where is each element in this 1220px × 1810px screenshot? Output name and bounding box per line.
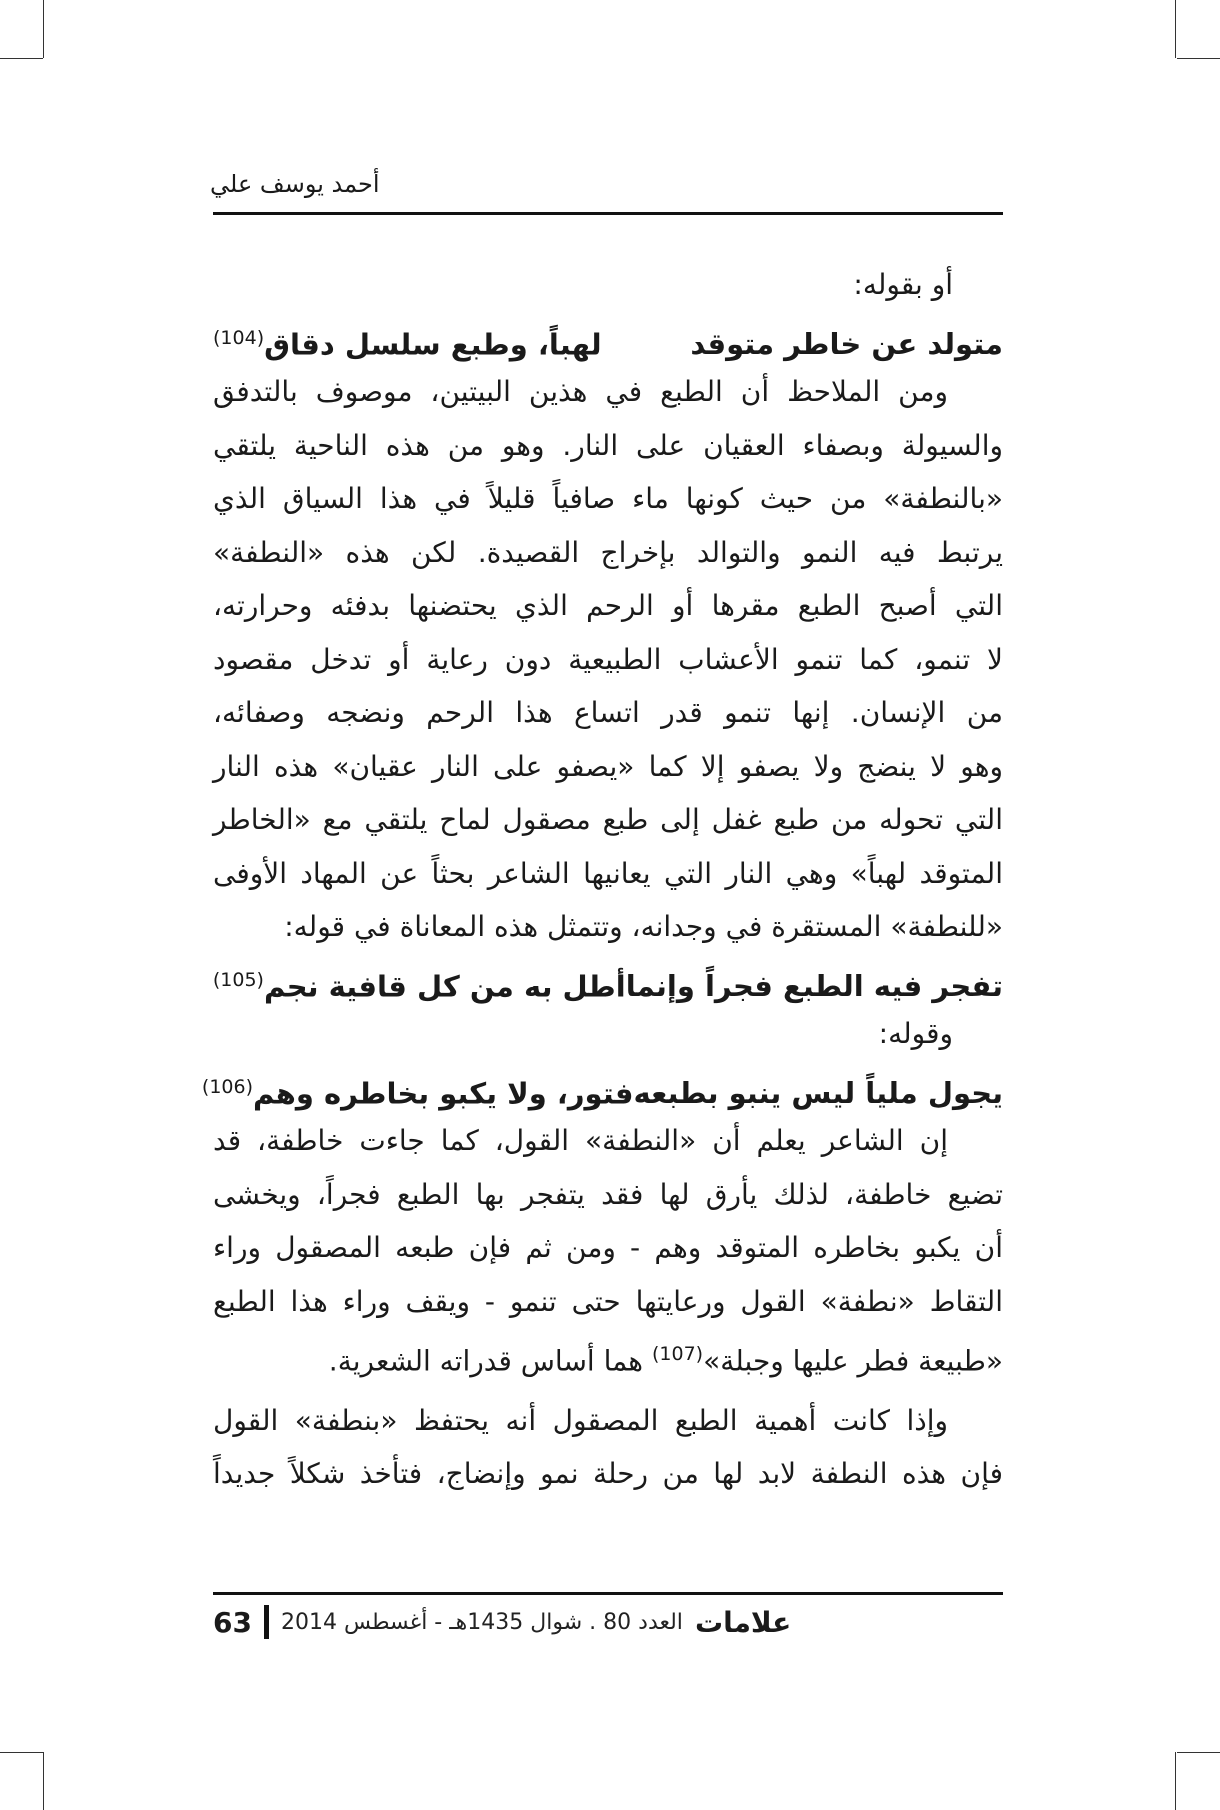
para2-line: أن يكبو بخاطره المتوقد وهم - ومن ثم فإن طبعه المصقول وراء bbox=[213, 1231, 1003, 1264]
crop-mark-bottom-left-v bbox=[43, 1752, 44, 1810]
para2-line: تضيع خاطفة، لذلك يأرق لها فقد يتفجر بها الطبع فجراً، ويخشى bbox=[213, 1177, 1003, 1211]
verse-2-second-hemistich: أطل به من كل قافية نجم$^{(105)}$ bbox=[212, 968, 626, 1004]
crop-mark-top-right-h bbox=[1177, 58, 1220, 59]
verse-2 bbox=[213, 954, 1003, 1008]
footnote-ref-106: (106) bbox=[201, 1075, 254, 1098]
running-header-author: أحمد يوسف علي bbox=[210, 170, 380, 198]
crop-mark-top-right-v bbox=[1175, 0, 1176, 58]
page-footer bbox=[213, 1602, 1003, 1642]
verse-3-second-hemistich: فتور، ولا يكبو بخاطره وهم$^{(106)}$ bbox=[201, 1075, 634, 1111]
footnote-ref-105: (105) bbox=[212, 968, 264, 991]
para1-line: التي تحوله من طبع غفل إلى طبع مصقول لماح يلتقي مع «الخاطر bbox=[213, 803, 1003, 836]
verse-1 bbox=[213, 312, 1003, 366]
crop-mark-bottom-right-h bbox=[1177, 1752, 1220, 1753]
crop-mark-top-left-v bbox=[43, 0, 44, 58]
para1-line: ومن الملاحظ أن الطبع في هذين البيتين، موصوف بالتدفق bbox=[213, 375, 948, 408]
para2-line: إن الشاعر يعلم أن «النطفة» القول، كما جاءت خاطفة، قد bbox=[213, 1124, 948, 1157]
issue-info: العدد 80 . شوال 1435هـ - أغسطس 2014 bbox=[280, 1609, 683, 1635]
header-rule bbox=[213, 212, 1003, 215]
page-number: 63 bbox=[213, 1605, 252, 1639]
verse-3 bbox=[201, 1061, 1003, 1115]
para1-line: يرتبط فيه النمو والتوالد بإخراج القصيدة. لكن هذه «النطفة» bbox=[213, 535, 1003, 569]
para3-line: وإذا كانت أهمية الطبع المصقول أنه يحتفظ «بنطفة» القول bbox=[213, 1403, 948, 1437]
para3-line: فإن هذه النطفة لابد لها من رحلة نمو وإنضاج، فتأخذ شكلاً جديداً bbox=[213, 1457, 1003, 1490]
intro-line-2: وقوله: bbox=[878, 1017, 953, 1050]
para2-line-last: «طبيعة فطر عليها وجبلة»$^{(107)}$ هما أساس قدراته الشعرية. bbox=[328, 1343, 1003, 1378]
crop-mark-top-left-h bbox=[0, 58, 43, 59]
verse-3-first-hemistich: يجول ملياً ليس ينبو بطبعه bbox=[633, 1076, 1003, 1111]
footer-separator bbox=[264, 1605, 269, 1639]
para1-line: «بالنطفة» من حيث كونها ماء صافياً قليلاً في هذا السياق الذي bbox=[213, 482, 1003, 515]
verse-1-first-hemistich: متولد عن خاطر متوقد bbox=[690, 327, 1003, 362]
page-body bbox=[201, 258, 1003, 1501]
verse-1-second-hemistich: لهباً، وطبع سلسل دقاق$^{(104)}$ bbox=[213, 326, 602, 362]
para1-line: وهو لا ينضج ولا يصفو إلا كما «يصفو على النار عقيان» هذه النار bbox=[213, 749, 1003, 783]
intro-line-1: أو بقوله: bbox=[853, 268, 953, 301]
crop-mark-bottom-right-v bbox=[1175, 1752, 1176, 1810]
para2-line: التقاط «نطفة» القول ورعايتها حتى تنمو - ويقف وراء هذا الطبع bbox=[213, 1284, 1003, 1318]
para1-line: من الإنسان. إنها تنمو قدر اتساع هذا الرحم ونضجه وصفائه، bbox=[213, 696, 1003, 729]
footnote-ref-104: (104) bbox=[213, 326, 265, 349]
crop-mark-bottom-left-h bbox=[0, 1752, 43, 1753]
footer-rule bbox=[213, 1592, 1003, 1595]
journal-logo: علامات bbox=[694, 1605, 792, 1639]
footnote-ref-107: (107) bbox=[651, 1343, 704, 1365]
verse-2-first-hemistich: تفجر فيه الطبع فجراً وإنما bbox=[625, 969, 1003, 1004]
para1-line: المتوقد لهباً» وهي النار التي يعانيها الشاعر بحثاً عن المهاد الأوفى bbox=[213, 856, 1003, 890]
para1-line: «للنطفة» المستقرة في وجدانه، وتتمثل هذه المعاناة في قوله: bbox=[284, 910, 1003, 943]
para1-line: التي أصبح الطبع مقرها أو الرحم الذي يحتضنها بدفئه وحرارته، bbox=[213, 589, 1003, 622]
para1-line: والسيولة وبصفاء العقيان على النار. وهو من هذه الناحية يلتقي bbox=[213, 428, 1003, 462]
para1-line: لا تنمو، كما تنمو الأعشاب الطبيعية دون رعاية أو تدخل مقصود bbox=[213, 642, 1003, 676]
